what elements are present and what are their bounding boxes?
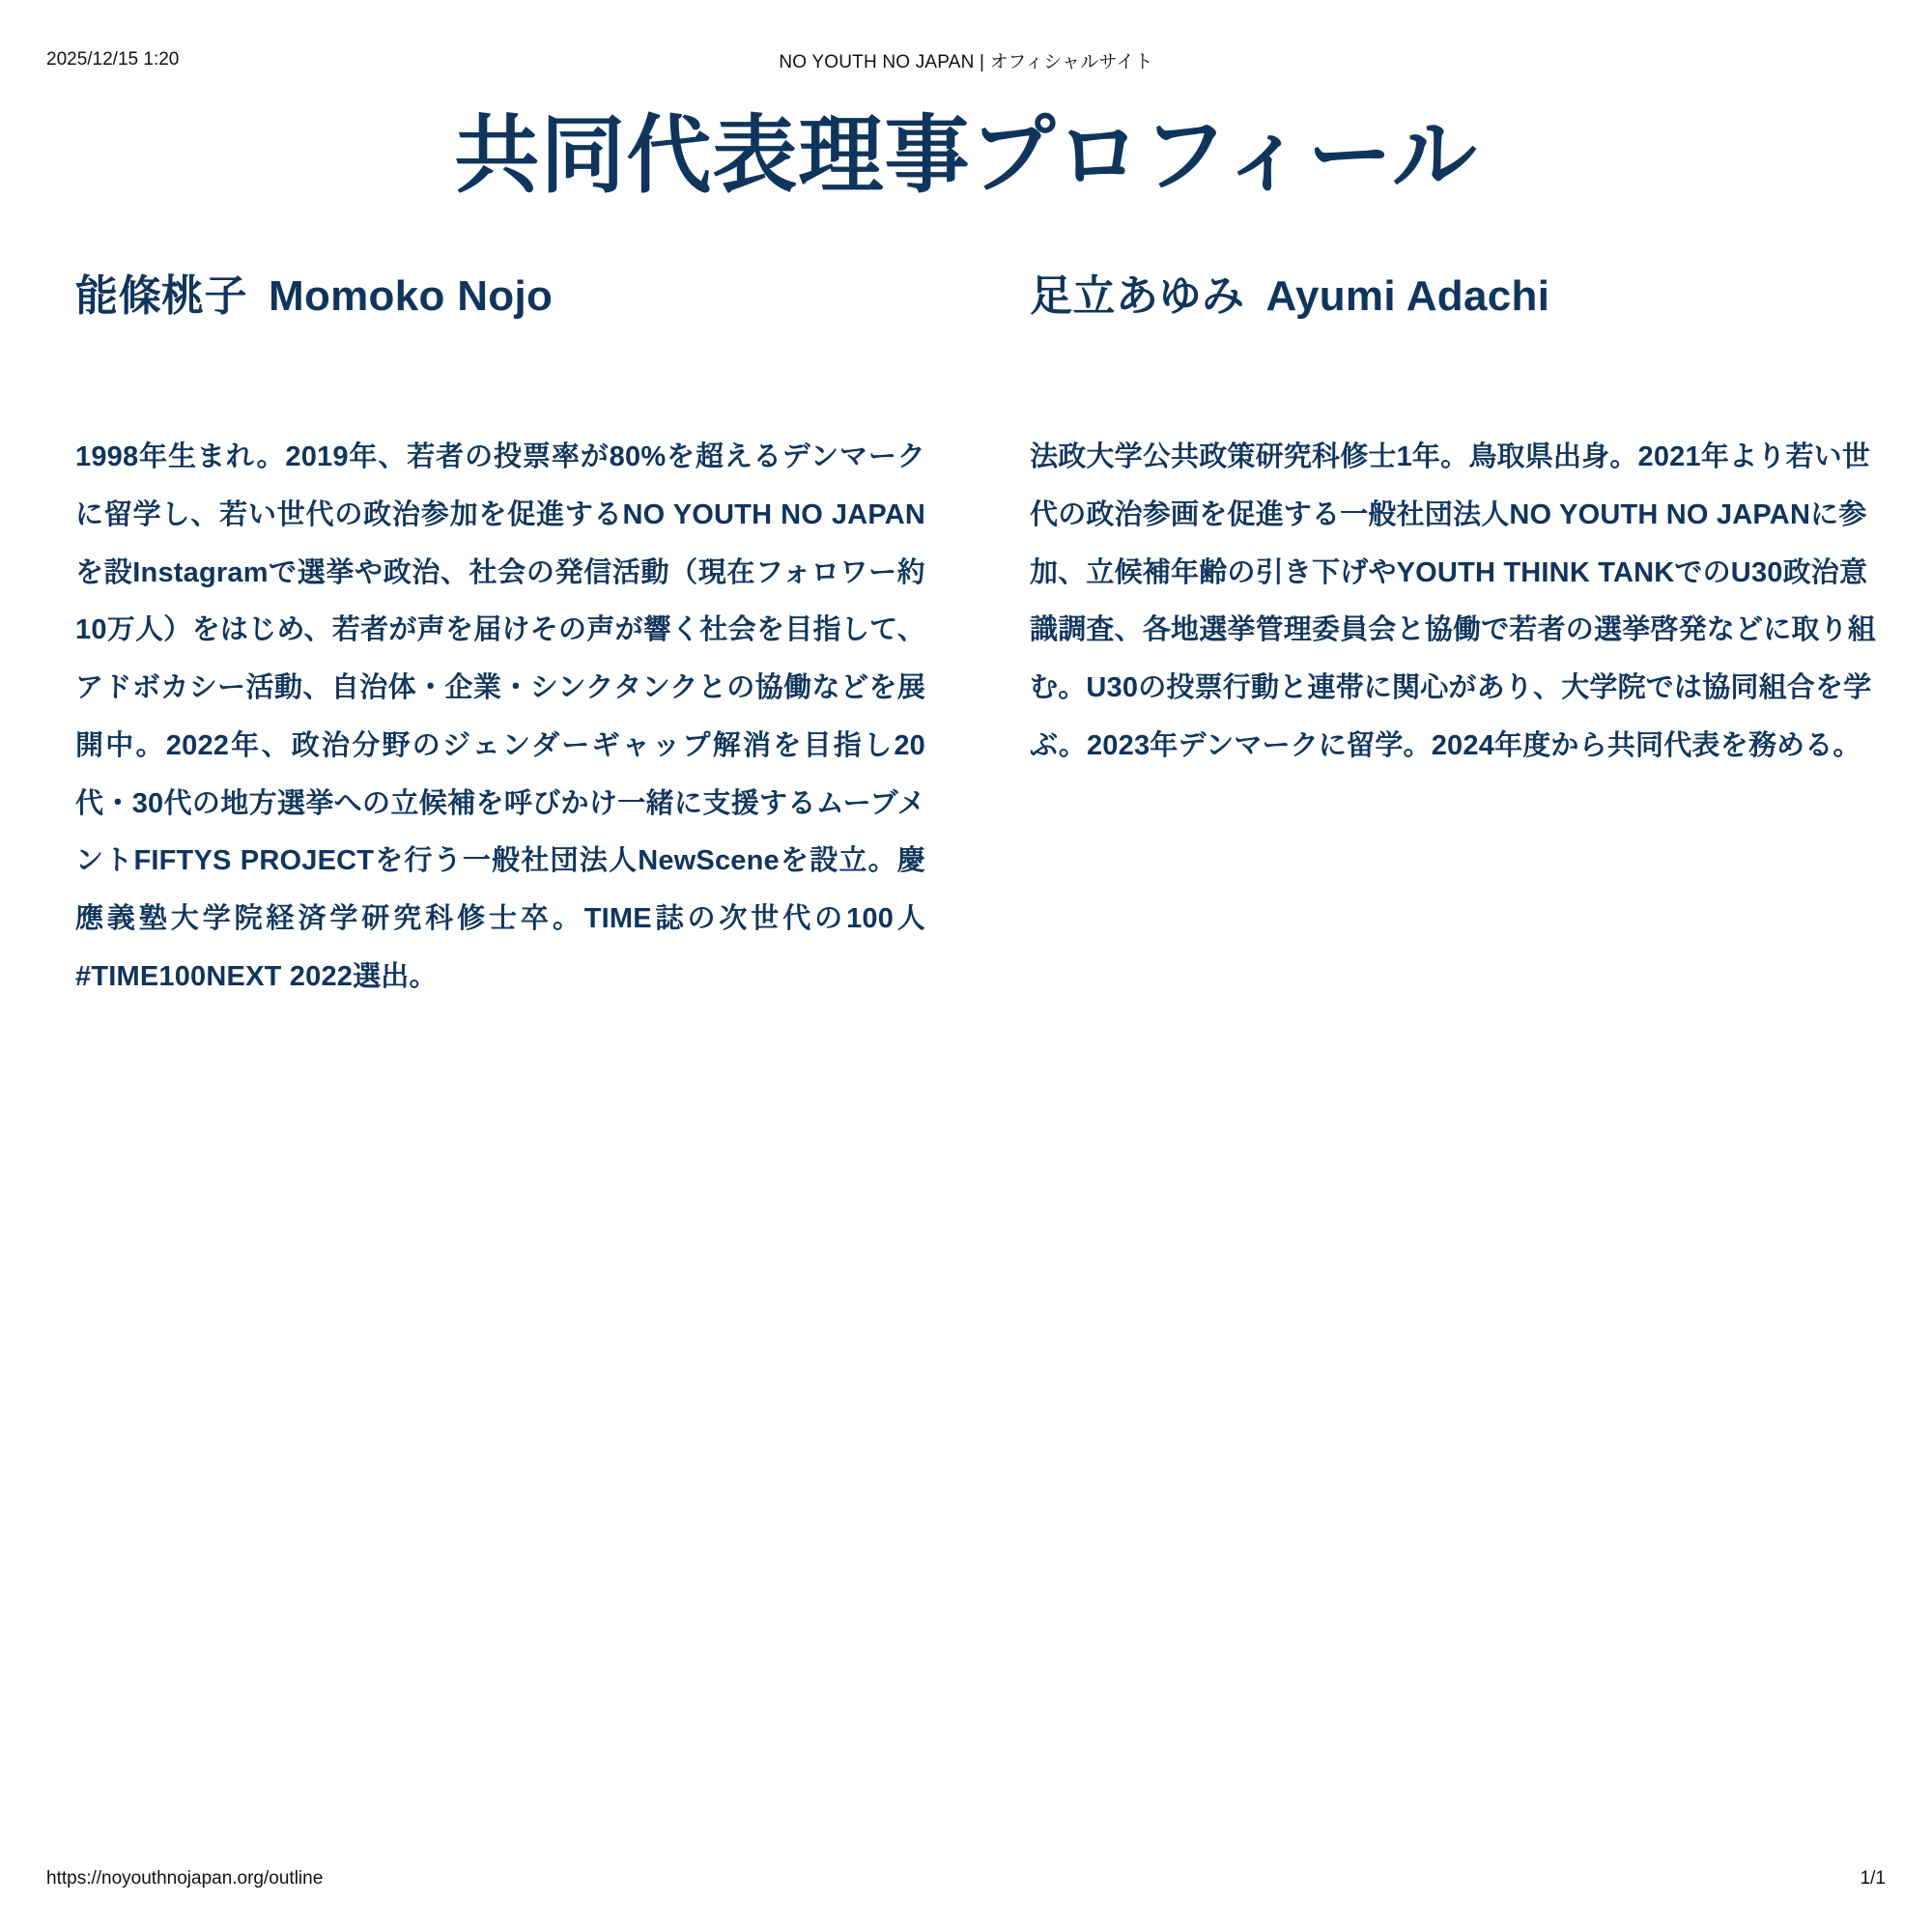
profile-columns — [0, 270, 1932, 1006]
print-header — [0, 48, 1932, 71]
print-footer — [0, 1868, 1932, 1891]
profile-name-ja: 足立あゆみ — [1030, 272, 1245, 321]
profile-name-momoko-nojo — [75, 270, 925, 323]
profile-card-ayumi-adachi — [1030, 270, 1880, 1006]
profile-name-en: Ayumi Adachi — [1265, 272, 1550, 321]
print-header-title: NO YOUTH NO JAPAN | オフィシャルサイト — [779, 51, 1153, 72]
document-page — [0, 106, 1932, 1007]
page-title: 共同代表理事プロフィール — [454, 107, 1478, 203]
profile-bio-ayumi-adachi: 法政大学公共政策研究科修士1年。鳥取県出身。2021年より若い世代の政治参画を促進する一般社団法人NO YOUTH NO JAPANに参加、立候補年齢の引き下げやYOUTH THINK TANKでのU30政治意識調査、各地選挙管理委員会と協働で若者の選挙啓発などに取り組む。U30の投票行動と連帯に関心があり、大学院では協同組合を学ぶ。2023年デンマークに留学。2024年度から共同代表を務める。 — [1030, 441, 1877, 761]
print-page-number: 1/1 — [1860, 1868, 1886, 1889]
profile-name-ja: 能條桃子 — [75, 272, 247, 321]
profile-bio-momoko-nojo: 1998年生まれ。2019年、若者の投票率が80%を超えるデンマークに留学し、若い世代の政治参加を促進するNO YOUTH NO JAPANを設Instagramで選挙や政治、社会の発信活動（現在フォロワー約10万人）をはじめ、若者が声を届けその声が響く社会を目指して、アドボカシー活動、自治体・企業・シンクタンクとの協働などを展開中。2022年、政治分野のジェンダーギャップ解消を目指し20代・30代の地方選挙への立候補を呼びかけ一緒に支援するムーブメントFIFTYS PROJECTを行う一般社団法人NewSceneを設立。慶應義塾大学院経済学研究科修士卒。TIME誌の次世代の100人 #TIME100NEXT 2022選出。 — [75, 441, 925, 992]
print-source-url[interactable]: https://noyouthnojapan.org/outline — [46, 1868, 324, 1889]
profile-card-momoko-nojo — [75, 270, 925, 1006]
print-date: 2025/12/15 1:20 — [46, 49, 180, 70]
profile-name-en: Momoko Nojo — [269, 272, 554, 321]
profile-name-ayumi-adachi — [1030, 270, 1880, 323]
